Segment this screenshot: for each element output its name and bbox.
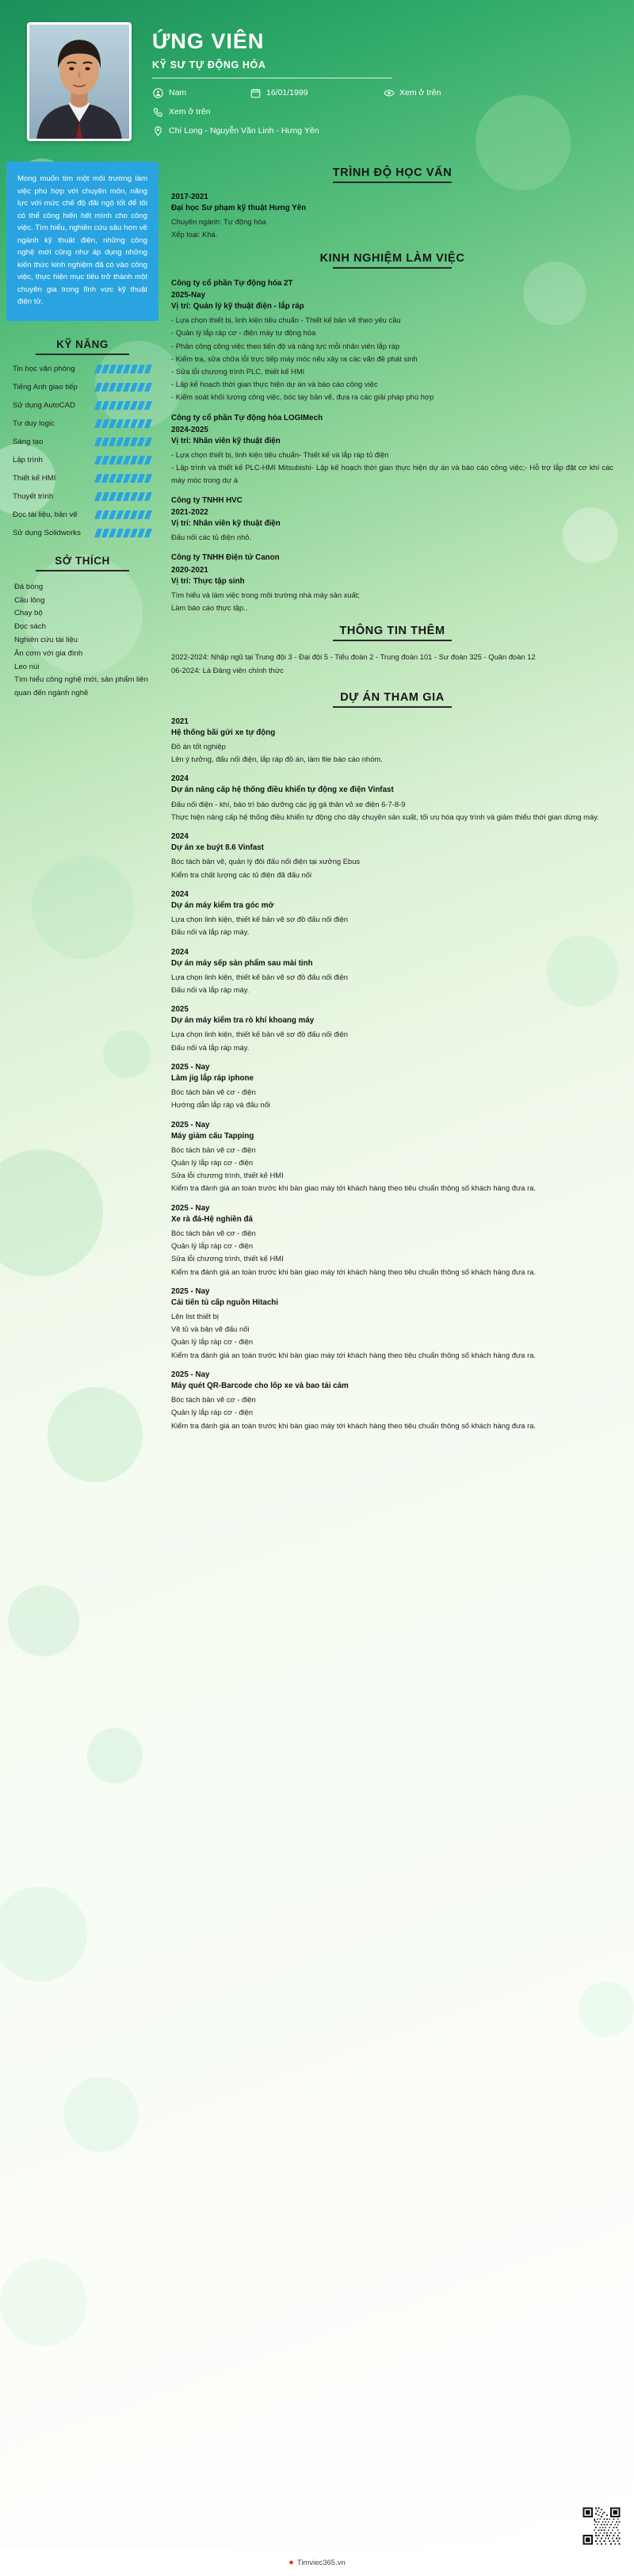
project-title: Máy giảm cấu Tapping	[171, 1131, 254, 1141]
experience-company: Công ty TNHH HVC	[171, 495, 243, 505]
experience-date: 2020-2021	[171, 565, 208, 575]
list-item: Chạy bộ	[14, 609, 43, 618]
education-divider	[333, 182, 452, 183]
experience-date: 2025-Nay	[171, 290, 206, 300]
experience-detail: - Lập trình và thiết kế PLC-HMI Mitsubishi- Lập kế hoạch thời gian thực hiện dự án và báo cáo công việc;- Hỗ trợ lắp đặt cơ khí các máy móc trong dự á	[171, 463, 613, 484]
additional-heading: THÔNG TIN THÊM	[339, 625, 445, 638]
skill-level-bars	[96, 383, 151, 392]
skill-name: Sáng tạo	[13, 437, 44, 446]
project-title: Dự án máy kiểm tra rò khí khoang máy	[171, 1016, 315, 1026]
project-detail: Lên ý tưởng, đấu nối điện, lắp ráp đồ án, làm file báo cáo nhóm.	[171, 755, 383, 764]
project-date: 2025	[171, 1005, 189, 1015]
list-item: Tìm hiểu công nghệ mới, sản phẩm liên quan đến ngành nghề	[14, 675, 148, 698]
qr-code-icon	[580, 2505, 623, 2547]
skill-level-bars	[96, 456, 151, 464]
job-title: KỸ SƯ TỰ ĐỘNG HÓA	[152, 59, 392, 78]
experience-date: 2021-2022	[171, 508, 208, 518]
list-item: Ăn cơm với gia đình	[14, 648, 83, 658]
contact-info	[152, 87, 610, 137]
project-entry	[171, 890, 613, 938]
experience-detail: Tìm hiểu và làm việc trong môi trường nhà máy sản xuất;	[171, 590, 361, 599]
project-detail: Bóc tách bản vẽ cơ - điện	[171, 1395, 256, 1405]
project-detail: Đấu nối và lắp ráp máy.	[171, 1042, 250, 1052]
hobbies-divider	[36, 570, 129, 571]
career-objective: Mong muốn tìm một môi trường làm việc phù hợp với chuyên môn, năng lực với mức chế độ đãi ngộ tốt để tôi có thể công hiến hết mình cho công việc. Tìm hiểu, nghiên cứu sâu hơn về ngành kỹ thuật điện, những công nghệ mới cũng như áp dụng những kiến thức kinh nghiệm đã có vào công việc, thực hiện mục tiêu trở thành một chuyên gia trong lĩnh vực kỹ thuật điện tử.	[6, 162, 158, 321]
avatar-photo	[29, 25, 129, 139]
skill-row	[6, 365, 158, 373]
skill-name: Thuyết trình	[13, 491, 54, 501]
skill-row	[6, 510, 158, 519]
project-detail: Thực hiện nâng cấp hệ thống điều khiển tự động cho dây chuyền sản xuất, tối ưu hóa quy trình và giảm thiểu thời gian dừng máy.	[171, 812, 599, 821]
skill-bar	[144, 438, 152, 446]
project-title: Dự án xe buýt 8.6 Vinfast	[171, 843, 264, 853]
skill-name: Đọc tài liệu, bản vẽ	[13, 510, 78, 519]
skill-row	[6, 438, 158, 446]
experience-detail: - Quản lý lắp ráp cơ - điện máy tự động hóa	[171, 328, 316, 338]
project-detail: Đồ án tốt nghiệp	[171, 742, 226, 751]
project-date: 2024	[171, 889, 189, 899]
skills-divider	[36, 354, 129, 355]
project-detail: Hướng dẫn lắp ráp và đấu nối	[171, 1100, 271, 1110]
project-title: Dự án máy sếp sản phẩm sau mài tinh	[171, 958, 313, 968]
skill-name: Tư duy logic	[13, 419, 55, 428]
project-detail: Sửa lỗi chương trình, thiết kế HMI	[171, 1171, 284, 1180]
spacer	[171, 677, 613, 680]
skills-list	[6, 365, 158, 537]
project-detail: Quản lý lắp ráp cơ - điện	[171, 1241, 254, 1251]
project-detail: Quản lý lắp ráp cơ - điện	[171, 1157, 254, 1167]
contact-birthday	[250, 87, 369, 99]
hobbies-list	[6, 581, 158, 701]
education-list	[171, 193, 613, 241]
skill-bar	[144, 510, 152, 519]
skill-level-bars	[96, 438, 151, 446]
skill-bar	[144, 365, 152, 373]
project-title: Hệ thống bãi gửi xe tự động	[171, 728, 276, 737]
list-item: Đọc sách	[14, 622, 46, 632]
project-title: Dự án máy kiểm tra góc mở	[171, 900, 274, 910]
skill-bar	[144, 474, 152, 483]
education-date: 2017-2021	[171, 193, 208, 201]
skill-level-bars	[96, 510, 151, 519]
project-detail: Bóc tách bản vẽ cơ - điện	[171, 1087, 256, 1097]
skill-name: Tin học văn phòng	[13, 364, 75, 373]
skill-bar	[144, 456, 152, 464]
project-date: 2024	[171, 832, 189, 842]
project-detail: Kiểm tra đánh giá an toàn trước khi bàn giao máy tới khách hàng theo tiêu chuẩn thông số khách hàng đưa ra.	[171, 1420, 537, 1430]
additional-info-line: 2022-2024: Nhập ngũ tại Trung đội 3 - Đại đội 5 - Tiểu đoàn 2 - Trung đoàn 101 - Sư đoàn 325 - Quân đoàn 12	[171, 652, 536, 662]
list-item: Nghiên cứu tài liệu	[14, 635, 78, 644]
skill-name: Tiếng Anh giao tiếp	[13, 382, 78, 392]
avatar	[27, 22, 132, 141]
project-detail: Sửa lỗi chương trình, thiết kế HMI	[171, 1254, 284, 1263]
experience-detail: Đấu nối các tủ điện nhỏ.	[171, 533, 252, 542]
project-detail: Vẽ tủ và bản vẽ đấu nối	[171, 1324, 250, 1334]
skill-name: Thiết kế HMI	[13, 473, 56, 483]
contact-address-text: Chí Long - Nguyễn Văn Linh - Hưng Yên	[169, 126, 319, 136]
experience-company: Công ty cổ phần Tự động hóa 2T	[171, 278, 293, 288]
contact-email[interactable]	[383, 87, 441, 99]
skill-bar	[144, 383, 152, 392]
project-entry	[171, 832, 613, 881]
project-detail: Lựa chọn linh kiện, thiết kế bản vẽ sơ đồ đấu nối điện	[171, 972, 348, 981]
experience-entry	[171, 413, 613, 486]
project-detail: Quản lý lắp ráp cơ - điện	[171, 1337, 254, 1347]
skill-level-bars	[96, 365, 151, 373]
project-detail: Kiểm tra đánh giá an toàn trước khi bàn giao máy tới khách hàng theo tiêu chuẩn thông số khách hàng đưa ra.	[171, 1267, 537, 1276]
contact-gender-text: Nam	[169, 88, 187, 98]
project-date: 2025 - Nay	[171, 1286, 210, 1296]
skill-row	[6, 474, 158, 483]
project-title: Dự án nâng cấp hệ thống điều khiển tự động xe điện Vinfast	[171, 785, 394, 795]
phone-icon	[152, 106, 164, 118]
project-title: Máy quét QR-Barcode cho lốp xe và bao tải cám	[171, 1381, 349, 1390]
eye-icon	[383, 87, 395, 99]
experience-detail: - Phân công công việc theo tiến độ và năng lực mỗi nhân viên lắp ráp	[171, 341, 400, 350]
education-entry	[171, 193, 613, 241]
contact-phone[interactable]	[152, 106, 235, 118]
skill-name: Sử dụng Solidworks	[13, 528, 81, 537]
projects-list	[171, 717, 613, 1431]
skill-level-bars	[96, 474, 151, 483]
experience-detail: - Lập kế hoạch thời gian thực hiện dự án và báo cáo công việc	[171, 380, 378, 389]
project-detail: Lên list thiết bị	[171, 1312, 219, 1320]
experience-date: 2024-2025	[171, 425, 208, 434]
project-detail: Đấu nối và lắp ráp máy.	[171, 927, 250, 937]
project-detail: Kiểm tra chất lượng các tủ điện đã đấu nối	[171, 869, 312, 879]
contact-email-text: Xem ở trên	[399, 88, 441, 98]
skill-level-bars	[96, 401, 151, 410]
skill-bar	[144, 419, 152, 428]
experience-position: Vị trí: Nhân viên kỹ thuật điện	[171, 436, 281, 445]
contact-address	[152, 125, 319, 137]
skill-row	[6, 383, 158, 392]
footer-text: Timviec365.vn	[296, 2558, 346, 2567]
project-detail: Kiểm tra đánh giá an toàn trước khi bàn giao máy tới khách hàng theo tiêu chuẩn thông số khách hàng đưa ra.	[171, 1350, 537, 1359]
skill-bar	[144, 401, 152, 410]
additional-divider	[333, 640, 452, 641]
gender-icon	[152, 87, 164, 99]
experience-detail: - Kiểm tra, sửa chữa lỗi trực tiếp máy móc nếu xảy ra các vấn đề phát sinh	[171, 354, 418, 363]
list-item: Leo núi	[14, 662, 40, 671]
education-detail: Xếp loại: Khá.	[171, 230, 218, 239]
project-entry	[171, 948, 613, 996]
skill-level-bars	[96, 419, 151, 428]
contact-birthday-text: 16/01/1999	[266, 88, 308, 98]
experience-company: Công ty cổ phần Tự động hóa LOGIMech	[171, 413, 323, 422]
project-title: Xe rà đá-Hệ nghiền đá	[171, 1214, 253, 1224]
additional-info-list	[171, 651, 613, 679]
additional-info-line: 06-2024: Là Đảng viên chính thức	[171, 665, 284, 675]
project-date: 2025 - Nay	[171, 1370, 210, 1379]
project-entry	[171, 1005, 613, 1053]
skill-level-bars	[96, 492, 151, 501]
experience-detail: - Lựa chọn thiết bị, linh kiện tiêu chuẩn- Thiết kế và lắp ráp tủ điện	[171, 450, 389, 460]
experience-detail: Làm báo cáo thực tập..	[171, 603, 248, 613]
project-detail: Bóc tách bản vẽ, quản lý đôi đấu nối điện tại xưởng Ebus	[171, 857, 361, 866]
list-item: Đá bóng	[14, 582, 44, 591]
cv-body	[0, 155, 634, 1441]
education-detail: Chuyên ngành: Tự động hóa	[171, 217, 266, 227]
cv-header	[0, 0, 634, 155]
experience-divider	[333, 267, 452, 269]
project-detail: Quản lý lắp ráp cơ - điện	[171, 1408, 254, 1417]
calendar-icon	[250, 87, 262, 99]
location-icon	[152, 125, 164, 137]
skill-row	[6, 419, 158, 428]
project-entry	[171, 774, 613, 823]
project-title: Làm jig lắp ráp iphone	[171, 1073, 254, 1083]
education-school: Đại học Sư phạm kỹ thuật Hưng Yên	[171, 204, 307, 212]
footer-dot-icon: ●	[288, 2558, 294, 2567]
footer-bar	[0, 2549, 634, 2576]
project-entry	[171, 1370, 613, 1431]
experience-detail: - Kiểm soát khối lượng công việc, bóc tay bản vẽ, đưa ra các giải pháp phù hợp	[171, 392, 434, 402]
skill-bar	[144, 529, 152, 537]
skill-bar	[144, 492, 152, 501]
project-entry	[171, 717, 613, 766]
experience-detail: - Lựa chọn thiết bị, linh kiện tiêu chuẩn - Thiết kế bản vẽ theo yêu cầu	[171, 315, 401, 325]
project-date: 2021	[171, 717, 189, 726]
skill-row	[6, 492, 158, 501]
skill-row	[6, 401, 158, 410]
skill-level-bars	[96, 529, 151, 537]
experience-list	[171, 278, 613, 614]
project-detail: Bóc tách bản vẽ cơ - điện	[171, 1145, 256, 1154]
list-item: Cầu lông	[14, 595, 45, 605]
project-title: Cải tiến tủ cấp nguồn Hitachi	[171, 1298, 278, 1307]
projects-divider	[333, 706, 452, 708]
skills-heading: KỸ NĂNG	[56, 338, 109, 350]
project-detail: Lựa chọn linh kiện, thiết kế bản vẽ sơ đồ đấu nối điện	[171, 1030, 348, 1039]
project-entry	[171, 1121, 613, 1194]
skill-name: Sử dụng AutoCAD	[13, 400, 75, 410]
project-detail: Lựa chọn linh kiện, thiết kế bản vẽ sơ đồ đấu nối điện	[171, 915, 348, 924]
skill-row	[6, 456, 158, 464]
project-detail: Đấu nối điện - khí, bảo trì bảo dưỡng các jig gá thân vỏ xe điện 6-7-8-9	[171, 799, 406, 808]
education-heading: TRÌNH ĐỘ HỌC VẤN	[332, 166, 453, 179]
project-date: 2025 - Nay	[171, 1203, 210, 1213]
projects-heading: DỰ ÁN THAM GIA	[340, 690, 445, 704]
project-date: 2024	[171, 774, 189, 784]
contact-gender	[152, 87, 235, 99]
project-entry	[171, 1287, 613, 1361]
contact-phone-text: Xem ở trên	[169, 107, 211, 117]
skill-row	[6, 529, 158, 537]
right-column	[158, 155, 634, 1441]
project-detail: Bóc tách bản vẽ cơ - điện	[171, 1228, 256, 1237]
page-title: ỨNG VIÊN	[152, 29, 265, 53]
experience-position: Vị trí: Nhân viên kỹ thuật điện	[171, 519, 281, 529]
hobbies-heading: SỞ THÍCH	[55, 554, 110, 567]
project-detail: Đấu nối và lắp ráp máy.	[171, 984, 250, 994]
experience-heading: KINH NGHIỆM LÀM VIỆC	[319, 251, 465, 265]
project-date: 2025 - Nay	[171, 1062, 210, 1072]
experience-detail: - Sửa lỗi chương trình PLC, thiết kế HMI	[171, 367, 305, 376]
experience-company: Công ty TNHH Điện tử Canon	[171, 553, 280, 563]
skill-name: Lập trình	[13, 455, 43, 464]
project-entry	[171, 1204, 613, 1278]
project-entry	[171, 1063, 613, 1111]
left-column	[0, 155, 158, 701]
experience-position: Vị trí: Thực tập sinh	[171, 576, 245, 586]
experience-entry	[171, 495, 613, 544]
experience-entry	[171, 278, 613, 403]
project-date: 2024	[171, 947, 189, 957]
project-date: 2025 - Nay	[171, 1120, 210, 1129]
project-detail: Kiểm tra đánh giá an toàn trước khi bàn giao máy tới khách hàng theo tiêu chuẩn thông số khách hàng đưa ra.	[171, 1183, 537, 1193]
experience-entry	[171, 552, 613, 613]
experience-position: Vị trí: Quản lý kỹ thuật điện - lắp ráp	[171, 301, 304, 311]
